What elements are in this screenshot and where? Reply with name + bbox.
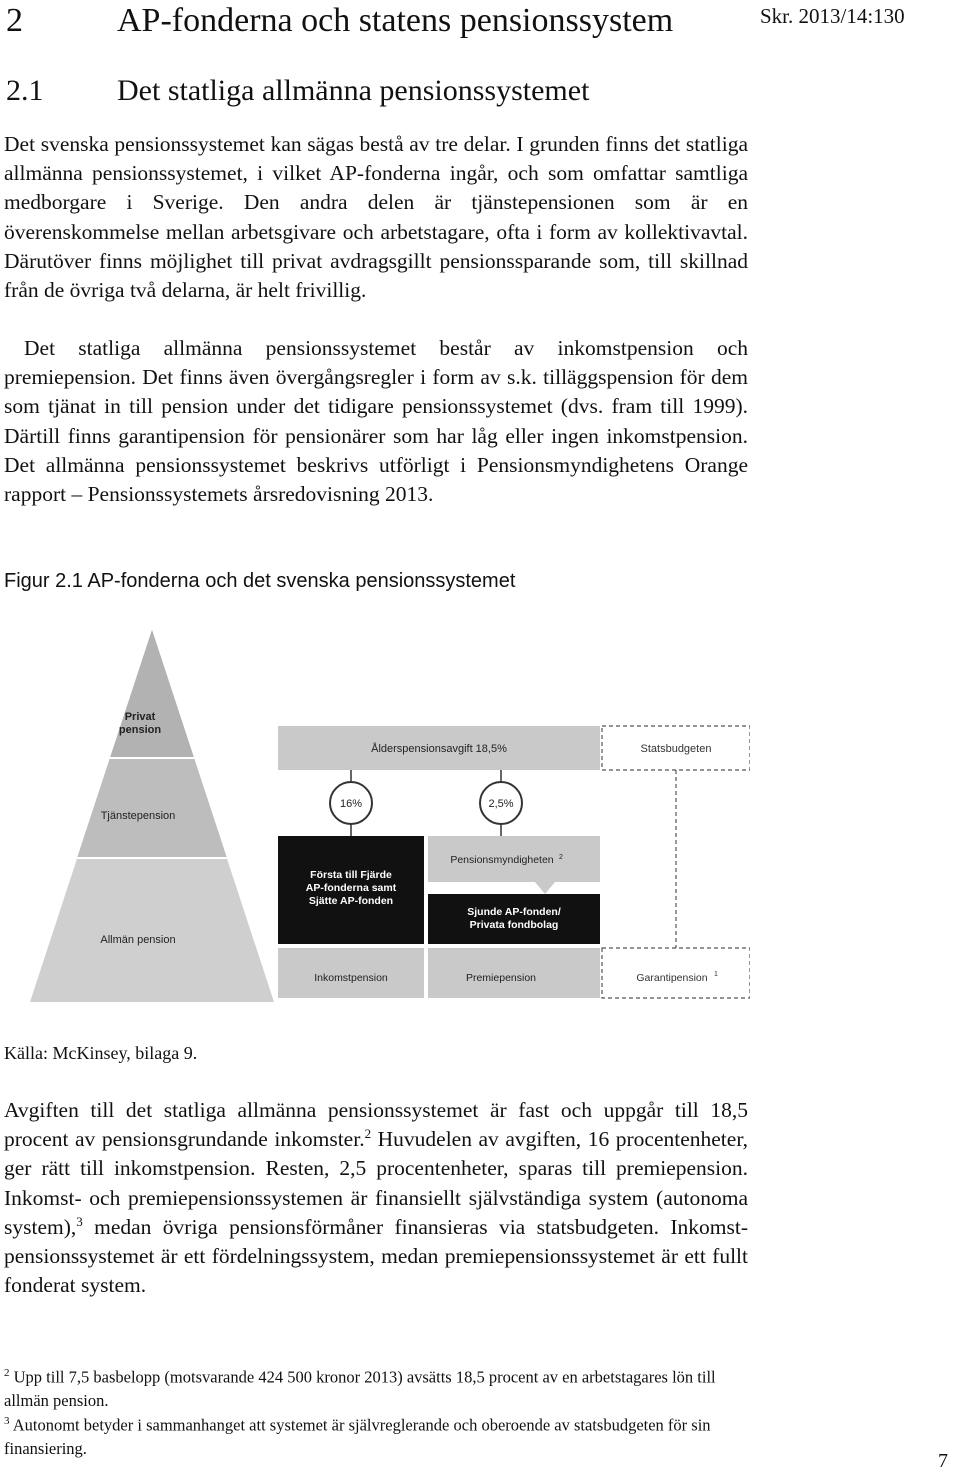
footnote-3-text: Autonomt betyder i sammanhanget att systemet är självreglerande och oberoende av statsbudgeten för sin finansiering.: [4, 1415, 711, 1458]
income-share-label: 16%: [339, 798, 363, 810]
pyramid-mid-label: Tjänstepension: [100, 810, 176, 822]
paragraph-3: [4, 1096, 748, 1300]
paragraph-3-part-a: Avgiften till det statliga allmänna pensionssystemet är fast och uppgår till 18,5 procent av pensionsgrundande inkomster.: [4, 1098, 748, 1152]
document-reference: Skr. 2013/14:130: [760, 4, 905, 28]
ap-funds-label-2: AP-fonderna samt: [305, 882, 397, 894]
footnote-2-number: 2: [4, 1367, 10, 1379]
footnote-3: [4, 1410, 748, 1460]
section-number: 2.1: [6, 74, 44, 107]
income-pension-label: Inkomstpension: [314, 972, 388, 984]
chapter-title: AP-fonderna och statens pensionssystem: [117, 2, 674, 39]
footnote-3-number: 3: [4, 1415, 10, 1427]
paragraph-3-part-c: medan övriga pensionsförmåner finansieras via statsbudgeten. Inkomstpensionssystemet är ett fördelningssystem, medan premiepensionssystemet är ett fullt fonderat system.: [4, 1214, 748, 1298]
pension-agency-pointer: [535, 882, 555, 894]
state-budget-label: Statsbudgeten: [640, 743, 712, 755]
paragraph-1: Det svenska pensionssystemet kan sägas bestå av tre delar. I grunden finns det statliga allmänna pensionssystemet, i vilket AP-fonderna ingår, och som omfattar samtliga medborgare i Sverige. Den andra delen är tjänstepensionen som är en överenskommelse mellan arbetsgivare och arbetstagare, ofta i form av kollektivavtal. Därutöver finns möjlighet till privat avdragsgillt pensionssparande som, till skillnad från de övriga två delarna, är helt frivillig.: [4, 132, 748, 303]
pyramid-base-label: Allmän pension: [100, 934, 176, 946]
figure-source: Källa: McKinsey, bilaga 9.: [4, 1043, 198, 1063]
fee-box-label: Ålderspensionsavgift 18,5%: [371, 743, 507, 755]
paragraph-2: Det statliga allmänna pensionssystemet består av inkomstpension och premiepension. Det finns även övergångsregler i form av s.k. tilläggspension för dem som tjänat in till pension under det tidigare pensionssystemet (dvs. fram till 1999). Därtill finns garantipension för pensionärer som har låg eller ingen inkomstpension. Det allmänna pensionssystemet beskrivs utförligt i Pensionsmyndighetens Orange rapport – Pensionssystemets årsredovisning 2013.: [4, 336, 748, 507]
pyramid-top-label-2: pension: [118, 724, 162, 736]
seventh-fund-label-1: Sjunde AP-fonden/: [467, 906, 561, 918]
premium-share-label: 2,5%: [488, 798, 514, 810]
footnote-ref-2[interactable]: 2: [364, 1126, 372, 1142]
page-number: 7: [938, 1450, 948, 1472]
footnote-2: [4, 1362, 748, 1412]
guarantee-pension-footnote-mark: 1: [714, 971, 718, 978]
guarantee-pension-label: Garantipension: [636, 972, 708, 984]
footnote-2-text: Upp till 7,5 basbelopp (motsvarande 424 500 kronor 2013) avsätts 18,5 procent av en arbetstagares lön till allmän pension.: [4, 1367, 716, 1410]
seventh-fund-label-2: Privata fondbolag: [469, 919, 559, 931]
pension-agency-footnote-mark: 2: [559, 854, 563, 861]
pyramid-top: [110, 630, 194, 758]
pyramid-top-label-1: Privat: [124, 711, 156, 723]
footnote-ref-3[interactable]: 3: [76, 1213, 83, 1229]
ap-funds-label-1: Första till Fjärde: [310, 869, 392, 881]
paragraph-3-part-b: Huvudelen av avgiften, 16 procentenheter, ger rätt till inkomstpension. Resten, 2,5 procentenheter, sparas till premiepension. Inkomst- och premiepensionssystemen är finansiellt självständiga system (autonoma system),: [4, 1127, 748, 1239]
pension-agency-label: Pensionsmyndigheten: [450, 854, 554, 866]
premium-pension-label: Premiepension: [465, 972, 537, 984]
chapter-number: 2: [6, 2, 23, 39]
ap-funds-label-3: Sjätte AP-fonden: [308, 895, 394, 907]
section-title: Det statliga allmänna pensionssystemet: [117, 74, 590, 107]
figure-caption: Figur 2.1 AP-fonderna och det svenska pensionssystemet: [4, 570, 516, 592]
pension-system-diagram: [30, 630, 750, 1005]
